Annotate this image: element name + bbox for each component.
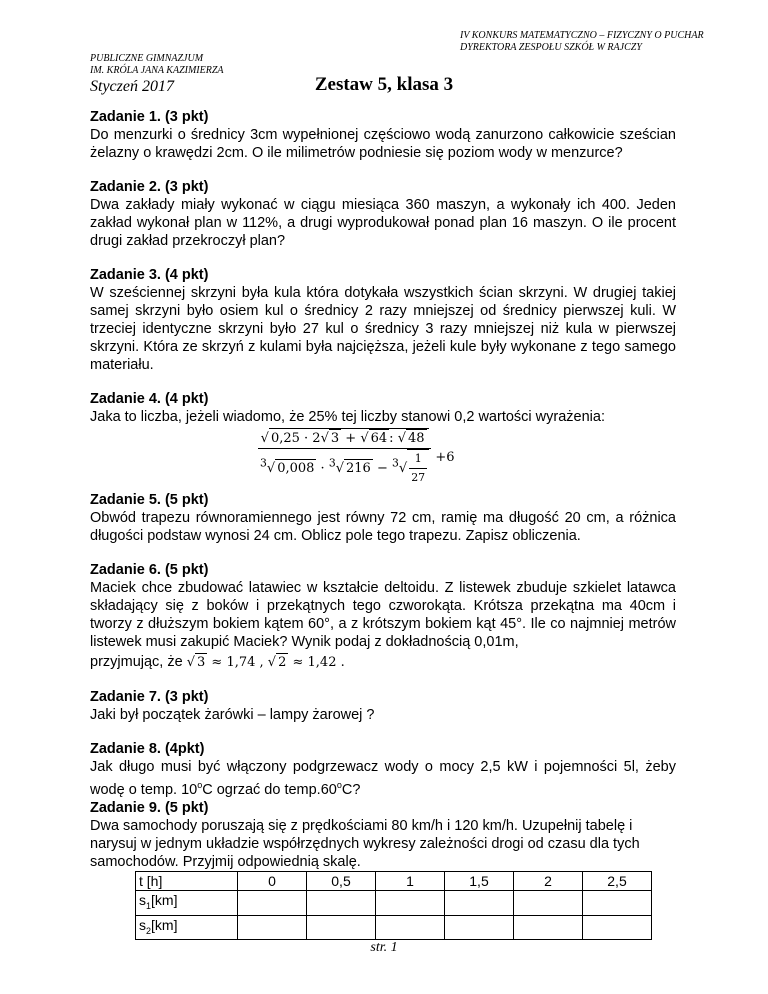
- date: Styczeń 2017: [90, 78, 174, 95]
- task-7: [90, 688, 676, 724]
- task-title: Zadanie 7. (3 pkt): [90, 689, 209, 705]
- table-cell: 2,5: [583, 871, 652, 890]
- task-title: Zadanie 6. (5 pkt): [90, 562, 209, 578]
- table-cell[interactable]: [445, 890, 514, 915]
- task-body: Maciek chce zbudować latawiec w kształcie deltoidu. Z listewek zbuduje szkielet latawca składający się z boków i przekątnych tego czworokąta. Krótsza przekątna ma 40cm i tworzy z dłuższym bokiem kątem 60°, a z krótszym bokiem kąt 45°. Ile co najmniej metrów listewek musi zakupić Maciek? Wynik podaj z dokładnością 0,01m,: [90, 580, 676, 650]
- table-cell[interactable]: [376, 890, 445, 915]
- contest-header: [460, 30, 760, 54]
- task-title: Zadanie 2. (3 pkt): [90, 179, 209, 195]
- contest-line-1: IV KONKURS MATEMATYCZNO – FIZYCZNY O PUCHAR: [460, 30, 704, 41]
- table-cell[interactable]: [238, 890, 307, 915]
- task-title: Zadanie 9. (5 pkt): [90, 799, 209, 816]
- distance-time-table: [135, 871, 652, 941]
- table-cell[interactable]: [307, 915, 376, 940]
- table-cell[interactable]: [514, 890, 583, 915]
- table-cell: 1,5: [445, 871, 514, 890]
- expression-formula: [258, 428, 676, 487]
- task-body: Dwa zakłady miały wykonać w ciągu miesiąca 360 maszyn, a wykonały ich 400. Jeden zakład wykonał plan w 112%, a drugi wyprodukował ponad plan 16 maszyn. O ile procent drugi zakład przekroczył plan?: [90, 197, 676, 249]
- task-body: Jaki był początek żarówki – lampy żarowej ?: [90, 707, 375, 723]
- task-4: [90, 390, 676, 487]
- task-title: Zadanie 1. (3 pkt): [90, 109, 209, 125]
- fraction-denominator: $^3$√ 0,008 · $^3$√ 216 − $^3$√ $\frac{1}{27}$: [258, 448, 431, 487]
- table-cell: 1: [376, 871, 445, 890]
- task-list: [90, 108, 676, 940]
- table-row: [136, 890, 652, 915]
- task-title: Zadanie 4. (4 pkt): [90, 391, 209, 407]
- task-6: [90, 561, 676, 672]
- task-body: Jaka to liczba, jeżeli wiadomo, że 25% tej liczby stanowi 0,2 wartości wyrażenia:: [90, 409, 605, 425]
- task-body: Obwód trapezu równoramiennego jest równy 72 cm, ramię ma długość 20 cm, a różnica długości podstaw wynosi 24 cm. Oblicz pole tego trapezu. Zapisz obliczenia.: [90, 510, 676, 544]
- school-line-2: IM. KRÓLA JANA KAZIMIERZA: [90, 65, 224, 76]
- table-row: [136, 915, 652, 940]
- table-cell: 2: [514, 871, 583, 890]
- expression-fraction: [258, 428, 431, 487]
- table-cell: $s_2[km]$: [136, 915, 238, 940]
- table-cell: $s_1[km]$: [136, 890, 238, 915]
- table-cell: 0,5: [307, 871, 376, 890]
- task-8: [90, 740, 676, 799]
- expression-tail: +6: [435, 450, 455, 465]
- table-cell[interactable]: [583, 890, 652, 915]
- task-title: Zadanie 8. (4pkt): [90, 741, 205, 757]
- task-title: Zadanie 5. (5 pkt): [90, 492, 209, 508]
- task-body: Do menzurki o średnicy 3cm wypełnionej częściowo wodą zanurzono całkowicie sześcian żelazny o krawędzi 2cm. O ile milimetrów podniesie się poziom wody w menzurce?: [90, 127, 676, 161]
- table-row: [136, 871, 652, 890]
- task-1: [90, 108, 676, 162]
- school-line-1: PUBLICZNE GIMNAZJUM: [90, 53, 204, 64]
- page-number: str. 1: [370, 940, 398, 955]
- task-3: [90, 266, 676, 374]
- task-body: Jak długo musi być włączony podgrzewacz wody o mocy 2,5 kW i pojemności 5l, żeby wodę o temp. 10$^o$C ogrzać do temp.60$^o$C?: [90, 759, 676, 798]
- table-cell: t [h]: [136, 871, 238, 890]
- fraction-numerator: √ 0,25 · 2√ 3 + √ 64 : √ 48: [259, 428, 431, 448]
- table-cell[interactable]: [376, 915, 445, 940]
- task-title: Zadanie 3. (4 pkt): [90, 267, 209, 283]
- table-cell[interactable]: [307, 890, 376, 915]
- task-9: [90, 799, 676, 941]
- set-title: Zestaw 5, klasa 3: [314, 74, 454, 95]
- task-body: W sześciennej skrzyni była kula która dotykała wszystkich ścian skrzyni. W drugiej takiej samej skrzyni było osiem kul o średnicy 2 razy mniejszej od średnicy pierwszej kuli. W trzeciej identyczne skrzyni było 27 kul o średnicy 3 razy mniejszej niż kula w pierwszej skrzyni. Która ze skrzyń z kulami była najcięższa, jeżeli kule były wykonane z tego samego materiału.: [90, 285, 676, 373]
- table-cell[interactable]: [445, 915, 514, 940]
- table-cell[interactable]: [238, 915, 307, 940]
- table-cell[interactable]: [583, 915, 652, 940]
- task-5: [90, 491, 676, 545]
- contest-line-2: DYREKTORA ZESPOŁU SZKÓŁ W RAJCZY: [460, 42, 642, 53]
- task-2: [90, 178, 676, 250]
- table-cell: 0: [238, 871, 307, 890]
- approximation-line: przyjmując, że √ 3 ≈ 1,74 , √ 2 ≈ 1,42 .: [90, 654, 345, 670]
- task-body: Dwa samochody poruszają się z prędkościami 80 km/h i 120 km/h. Uzupełnij tabelę i narysuj w jednym układzie współrzędnych wykresy zależności drogi od czasu dla tych samochodów. Przyjmij odpowiednią skalę.: [90, 817, 640, 870]
- table-cell[interactable]: [514, 915, 583, 940]
